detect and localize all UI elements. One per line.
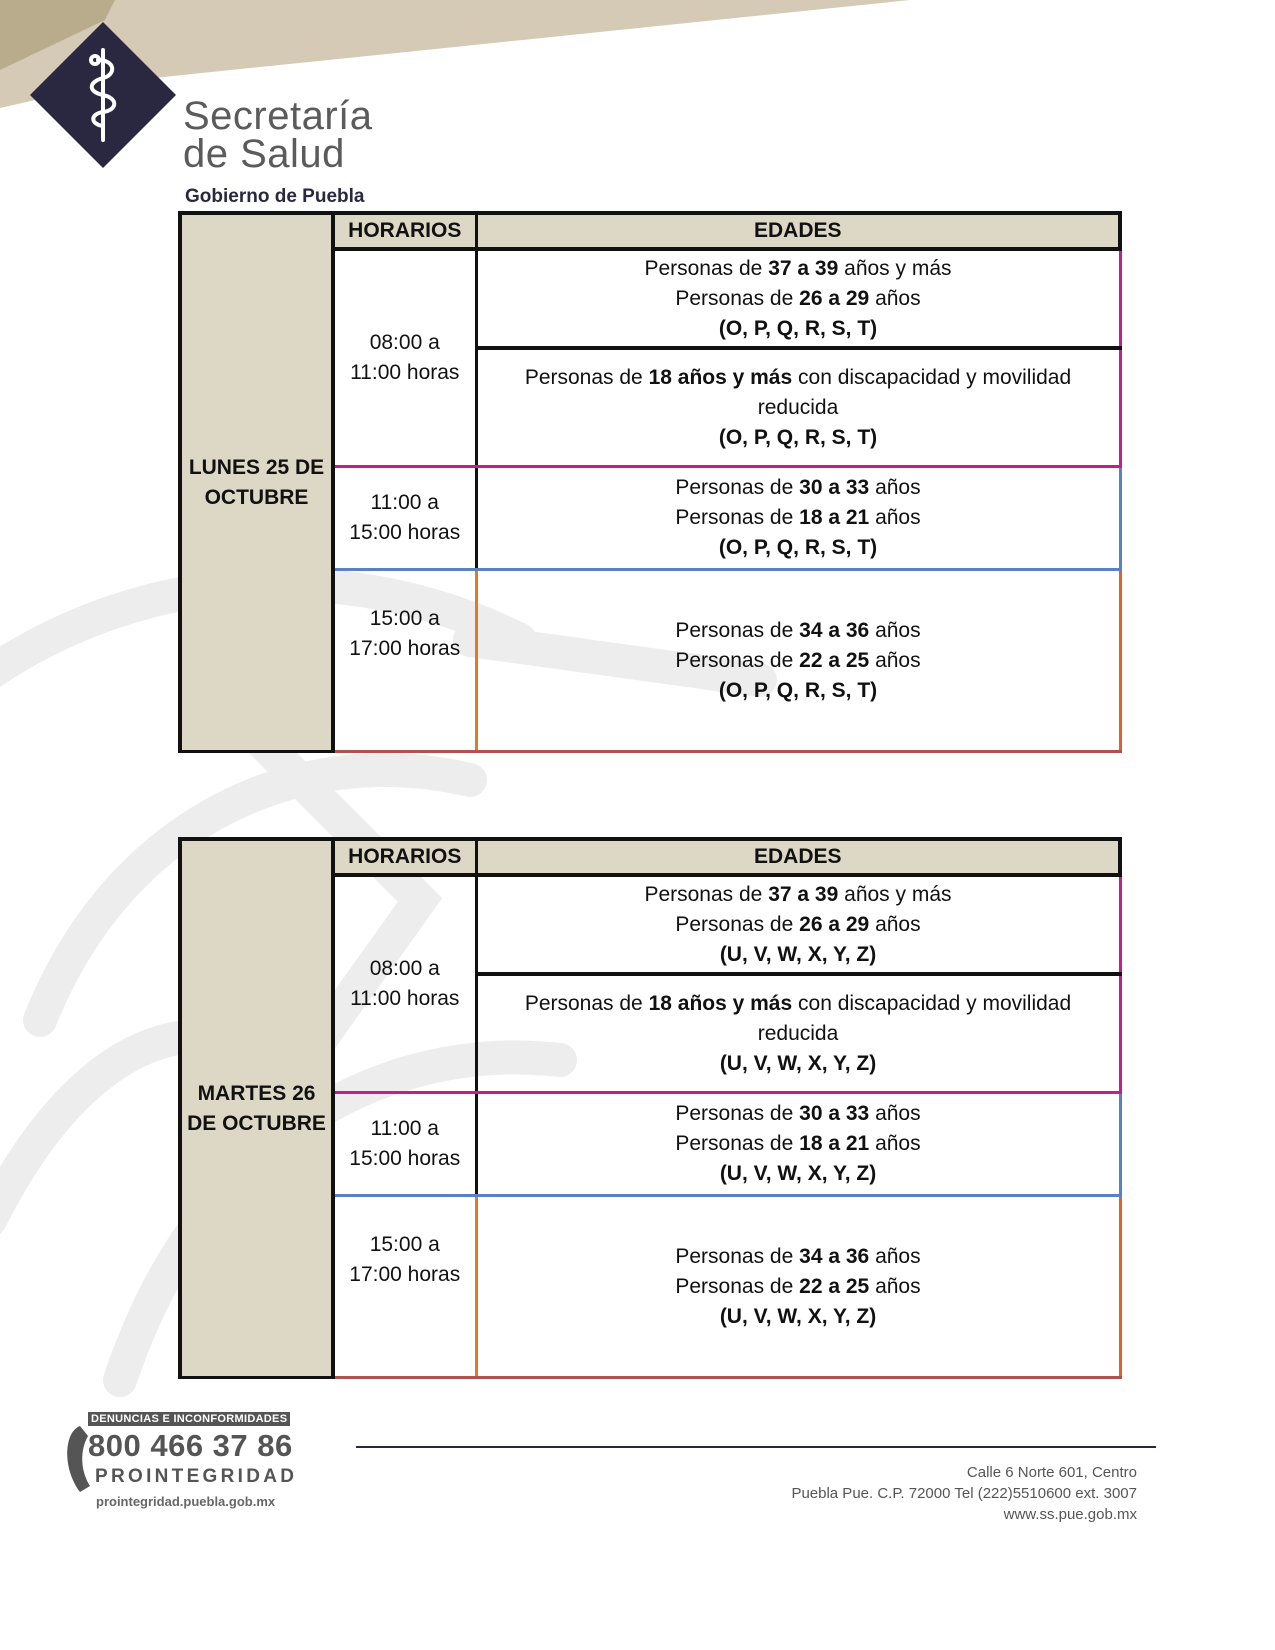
footer-divider [356,1446,1156,1448]
age-range: 34 a 36 [799,618,870,642]
age-line [478,989,1119,1049]
day-label-line-1: LUNES 25 DE [188,455,325,479]
time-slot-1 [333,249,476,467]
age-line [478,1099,1119,1129]
age-prefix: Personas de [675,648,794,672]
age-suffix: años [875,648,921,672]
brand-line-2: de Salud [183,132,345,176]
age-range: 37 a 39 [768,882,839,906]
address-line-2: Puebla Pue. C.P. 72000 Tel (222)5510600 ext. 3007 [791,1485,1137,1502]
age-prefix: Personas de [675,286,794,310]
time-end: 15:00 horas [349,1147,461,1170]
age-range: 30 a 33 [799,476,870,499]
age-group-3 [476,1196,1120,1378]
age-suffix: años [875,1244,921,1268]
letter-group: (O, P, Q, R, S, T) [718,425,878,449]
brand-line-1: Secretaría [183,94,373,138]
age-prefix: Personas de [524,991,643,1015]
letter-group: (U, V, W, X, Y, Z) [719,1162,877,1185]
time-slot-2 [333,467,476,570]
age-line [478,363,1119,423]
header-horarios: HORARIOS [333,213,476,249]
age-suffix: años [875,476,921,499]
day-label-line-2: DE OCTUBRE [187,1111,326,1135]
age-range: 22 a 25 [799,648,870,672]
age-range: 26 a 29 [799,286,870,310]
age-suffix: años [875,1274,921,1298]
age-group-3 [476,570,1120,752]
age-range: 18 a 21 [799,1132,870,1155]
age-prefix: Personas de [644,256,763,280]
age-line [478,254,1119,284]
age-line [478,503,1119,533]
day-label-line-2: OCTUBRE [204,485,309,509]
time-end: 17:00 horas [349,637,461,660]
age-suffix: años y más [844,882,952,906]
time-slot-3 [333,1196,476,1378]
time-slot-2 [333,1093,476,1196]
time-end: 15:00 horas [349,521,461,544]
age-range: 18 años y más [648,365,793,389]
age-prefix: Personas de [675,912,794,936]
brand-subtitle: Gobierno de Puebla [185,186,365,207]
age-suffix: años [875,618,921,642]
header-edades: EDADES [476,839,1120,875]
age-group-1 [476,875,1120,974]
age-line [478,880,1119,910]
time-start: 15:00 a [369,607,440,630]
age-line [478,616,1119,646]
age-prefix: Personas de [675,1102,794,1125]
letter-group: (O, P, Q, R, S, T) [718,678,878,702]
time-end: 11:00 horas [350,361,460,384]
age-suffix: años [875,1102,921,1125]
disability-text: con discapacidad y movilidad reducida [757,991,1072,1045]
age-suffix: años [875,912,921,936]
letter-group: (U, V, W, X, Y, Z) [719,1304,877,1328]
age-line [478,910,1119,940]
age-range: 26 a 29 [799,912,870,936]
age-prefix: Personas de [675,1274,794,1298]
age-line [478,473,1119,503]
age-line [478,284,1119,314]
time-end: 11:00 horas [350,987,460,1010]
brand-name [183,94,373,176]
header-horarios: HORARIOS [333,839,476,875]
age-prefix: Personas de [675,506,794,529]
age-group-2 [476,1093,1120,1196]
letter-group: (U, V, W, X, Y, Z) [719,942,877,966]
age-line [478,1242,1119,1272]
age-suffix: años [875,286,921,310]
age-group-disability [476,348,1120,467]
time-start: 11:00 a [370,1117,439,1140]
day-cell [180,839,333,1378]
schedule-table-tuesday [178,837,1118,1379]
day-label-line-1: MARTES 26 [197,1081,316,1105]
age-range: 18 años y más [648,991,793,1015]
age-group-disability [476,974,1120,1093]
age-group-1 [476,249,1120,348]
age-line [478,1129,1119,1159]
time-start: 11:00 a [370,491,439,514]
age-prefix: Personas de [675,476,794,499]
letter-group: (O, P, Q, R, S, T) [718,316,878,340]
time-start: 08:00 a [369,957,440,980]
age-group-2 [476,467,1120,570]
letter-group: (U, V, W, X, Y, Z) [719,1051,877,1075]
age-prefix: Personas de [644,882,763,906]
footer-address [791,1462,1137,1525]
age-prefix: Personas de [524,365,643,389]
age-range: 30 a 33 [799,1102,870,1125]
time-slot-1 [333,875,476,1093]
age-range: 22 a 25 [799,1274,870,1298]
age-range: 34 a 36 [799,1244,870,1268]
secretaria-salud-logo-icon [28,20,178,170]
website-link[interactable]: www.ss.pue.gob.mx [1003,1506,1137,1523]
prointegridad-url[interactable]: prointegridad.puebla.gob.mx [96,1494,276,1509]
age-line [478,646,1119,676]
age-prefix: Personas de [675,1244,794,1268]
age-suffix: años [875,1132,921,1155]
denuncias-label: DENUNCIAS E INCONFORMIDADES [88,1412,290,1426]
age-range: 18 a 21 [799,506,870,529]
prointegridad-label: PROINTEGRIDAD [95,1466,298,1487]
age-suffix: años y más [844,256,952,280]
age-line [478,1272,1119,1302]
time-end: 17:00 horas [349,1263,461,1286]
header-edades: EDADES [476,213,1120,249]
time-start: 15:00 a [369,1233,440,1256]
age-suffix: años [875,506,921,529]
age-range: 37 a 39 [768,256,839,280]
schedule-table-monday [178,211,1118,753]
time-slot-3 [333,570,476,752]
address-line-1: Calle 6 Norte 601, Centro [966,1464,1137,1481]
day-cell [180,213,333,752]
disability-text: con discapacidad y movilidad reducida [757,365,1072,419]
letter-group: (O, P, Q, R, S, T) [718,536,878,559]
time-start: 08:00 a [369,331,440,354]
age-prefix: Personas de [675,1132,794,1155]
age-prefix: Personas de [675,618,794,642]
hotline-number: 800 466 37 86 [88,1428,293,1463]
